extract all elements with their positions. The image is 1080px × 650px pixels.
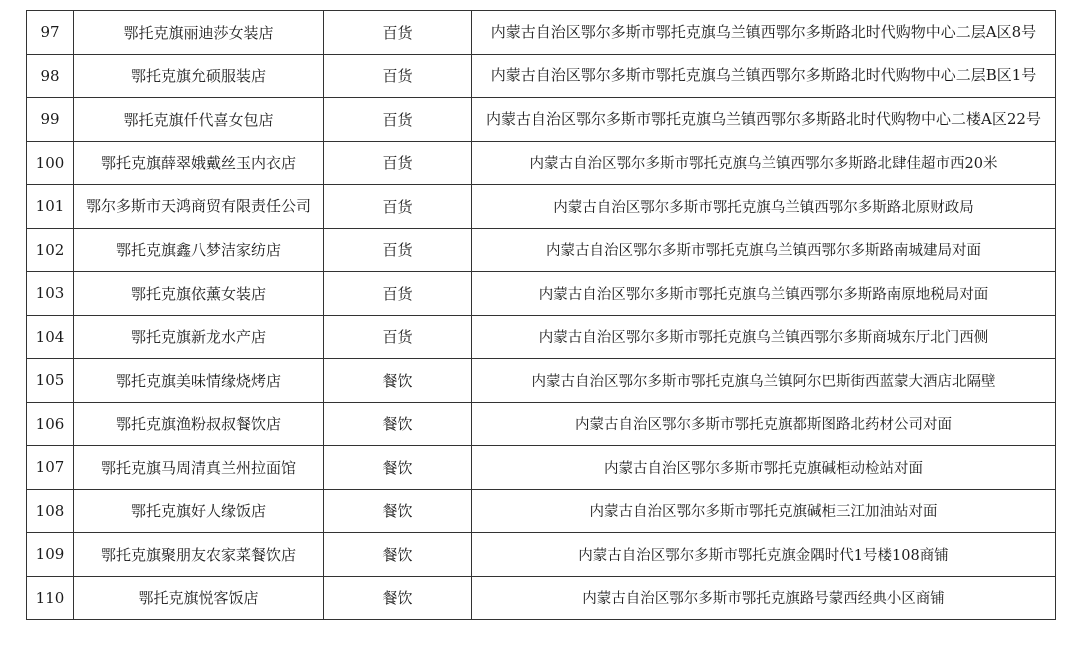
store-name: 鄂托克旗好人缘饭店 [74,489,324,533]
row-number: 105 [27,359,74,403]
store-name: 鄂托克旗悦客饭店 [74,576,324,620]
store-name: 鄂托克旗新龙水产店 [74,315,324,359]
table-row [27,576,1056,620]
store-address: 内蒙古自治区鄂尔多斯市鄂托克旗乌兰镇阿尔巴斯街西蓝蒙大酒店北隔壁 [472,359,1056,403]
store-address: 内蒙古自治区鄂尔多斯市鄂托克旗乌兰镇西鄂尔多斯路北肆佳超市西20米 [472,141,1056,185]
row-number: 101 [27,185,74,229]
store-type: 百货 [324,272,472,316]
row-number: 108 [27,489,74,533]
store-type: 百货 [324,141,472,185]
table-row [27,185,1056,229]
row-number: 97 [27,11,74,55]
store-name: 鄂托克旗马周清真兰州拉面馆 [74,446,324,490]
store-address: 内蒙古自治区鄂尔多斯市鄂托克旗乌兰镇西鄂尔多斯路北时代购物中心二层B区1号 [472,54,1056,98]
store-type: 餐饮 [324,402,472,446]
store-type: 百货 [324,54,472,98]
store-type: 百货 [324,315,472,359]
store-name: 鄂托克旗依薰女装店 [74,272,324,316]
row-number: 110 [27,576,74,620]
row-number: 99 [27,98,74,142]
row-number: 98 [27,54,74,98]
store-type: 餐饮 [324,533,472,577]
row-number: 107 [27,446,74,490]
store-name: 鄂托克旗美味情缘烧烤店 [74,359,324,403]
store-name: 鄂托克旗丽迪莎女装店 [74,11,324,55]
store-address: 内蒙古自治区鄂尔多斯市鄂托克旗金隅时代1号楼108商铺 [472,533,1056,577]
store-type: 餐饮 [324,576,472,620]
table-row [27,54,1056,98]
store-name: 鄂托克旗允硕服装店 [74,54,324,98]
store-type: 百货 [324,11,472,55]
row-number: 106 [27,402,74,446]
table-row [27,315,1056,359]
store-address: 内蒙古自治区鄂尔多斯市鄂托克旗乌兰镇西鄂尔多斯路北时代购物中心二层A区8号 [472,11,1056,55]
store-name: 鄂托克旗仟代喜女包店 [74,98,324,142]
store-name: 鄂托克旗鑫八梦洁家纺店 [74,228,324,272]
table-row [27,489,1056,533]
table-row [27,272,1056,316]
row-number: 109 [27,533,74,577]
store-name: 鄂托克旗渔粉叔叔餐饮店 [74,402,324,446]
store-address: 内蒙古自治区鄂尔多斯市鄂托克旗乌兰镇西鄂尔多斯商城东厅北门西侧 [472,315,1056,359]
merchant-table [26,10,1056,620]
table-row [27,228,1056,272]
store-name: 鄂托克旗薛翠娥戴丝玉内衣店 [74,141,324,185]
store-type: 餐饮 [324,446,472,490]
table-row [27,141,1056,185]
row-number: 103 [27,272,74,316]
store-address: 内蒙古自治区鄂尔多斯市鄂托克旗乌兰镇西鄂尔多斯路南原地税局对面 [472,272,1056,316]
table-row [27,533,1056,577]
store-type: 百货 [324,228,472,272]
row-number: 104 [27,315,74,359]
store-address: 内蒙古自治区鄂尔多斯市鄂托克旗乌兰镇西鄂尔多斯路南城建局对面 [472,228,1056,272]
store-type: 百货 [324,185,472,229]
store-type: 餐饮 [324,489,472,533]
store-address: 内蒙古自治区鄂尔多斯市鄂托克旗路号蒙西经典小区商铺 [472,576,1056,620]
row-number: 100 [27,141,74,185]
store-type: 百货 [324,98,472,142]
store-name: 鄂托克旗聚朋友农家菜餐饮店 [74,533,324,577]
store-address: 内蒙古自治区鄂尔多斯市鄂托克旗碱柜动检站对面 [472,446,1056,490]
row-number: 102 [27,228,74,272]
table-row [27,402,1056,446]
store-type: 餐饮 [324,359,472,403]
store-address: 内蒙古自治区鄂尔多斯市鄂托克旗乌兰镇西鄂尔多斯路北时代购物中心二楼A区22号 [472,98,1056,142]
merchant-list-sheet [26,10,1055,620]
store-name: 鄂尔多斯市天鸿商贸有限责任公司 [74,185,324,229]
store-address: 内蒙古自治区鄂尔多斯市鄂托克旗都斯图路北药材公司对面 [472,402,1056,446]
table-row [27,359,1056,403]
store-address: 内蒙古自治区鄂尔多斯市鄂托克旗乌兰镇西鄂尔多斯路北原财政局 [472,185,1056,229]
table-row [27,446,1056,490]
store-address: 内蒙古自治区鄂尔多斯市鄂托克旗碱柜三江加油站对面 [472,489,1056,533]
table-row [27,11,1056,55]
table-row [27,98,1056,142]
